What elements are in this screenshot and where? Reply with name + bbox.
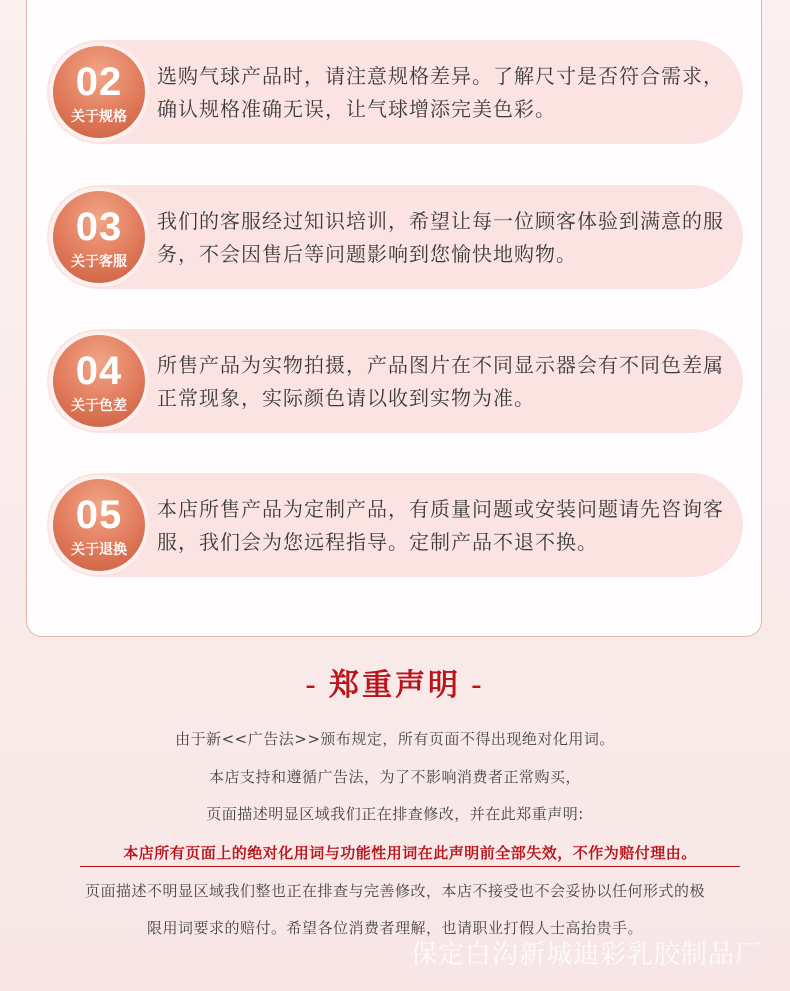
- badge-label: 关于退换: [71, 542, 127, 558]
- badge-label: 关于色差: [71, 398, 127, 414]
- declaration-heading: [0, 660, 790, 704]
- declaration-line: 限用词要求的赔付。希望各位消费者理解，也请职业打假人士高抬贵手。: [146, 919, 643, 937]
- declaration-line: 本店支持和遵循广告法，为了不影响消费者正常购买，: [208, 768, 581, 786]
- heading-dash-right: -: [471, 668, 485, 703]
- item-text: 所售产品为实物拍摄，产品图片在不同显示器会有不同色差属正常现象，实际颜色请以收到实物为准。: [157, 353, 724, 410]
- declaration-line: 页面描述明显区域我们正在排查修改，并在此郑重声明:: [206, 805, 584, 823]
- declaration-line: 由于新<<广告法>>颁布规定，所有页面不得出现绝对化用词。: [175, 730, 615, 748]
- item-text: 选购气球产品时，请注意规格差异。了解尺寸是否符合需求，确认规格准确无误，让气球增添完美色彩。: [157, 64, 724, 121]
- info-item-color: [47, 329, 743, 433]
- badge-number: 05: [75, 493, 123, 537]
- info-item-specs: [47, 40, 743, 144]
- info-item-service: [47, 185, 743, 289]
- number-badge: [53, 335, 145, 427]
- item-text: 我们的客服经过知识培训，希望让每一位顾客体验到满意的服务，不会因售后等问题影响到您愉快地购物。: [157, 209, 724, 266]
- watermark: 保定白沟新城迪彩乳胶制品厂: [410, 940, 762, 970]
- badge-number: 02: [75, 60, 123, 104]
- number-badge: [53, 191, 145, 283]
- item-text: 本店所售产品为定制产品，有质量问题或安装问题请先咨询客服，我们会为您远程指导。定制产品不退不换。: [157, 497, 724, 554]
- declaration-line: 页面描述不明显区域我们整也正在排查与完善修改，本店不接受也不会妥协以任何形式的极: [84, 882, 705, 900]
- heading-dash-left: -: [305, 668, 319, 703]
- number-badge: [53, 479, 145, 571]
- badge-number: 03: [75, 205, 123, 249]
- badge-label: 关于规格: [71, 109, 127, 125]
- info-item-returns: [47, 473, 743, 577]
- declaration-warning-line: 本店所有页面上的绝对化用词与功能性用词在此声明前全部失效，不作为赔付理由。: [80, 842, 740, 867]
- declaration-title: 郑重声明: [329, 668, 461, 703]
- number-badge: [53, 46, 145, 138]
- badge-label: 关于客服: [71, 254, 127, 270]
- badge-number: 04: [75, 349, 123, 393]
